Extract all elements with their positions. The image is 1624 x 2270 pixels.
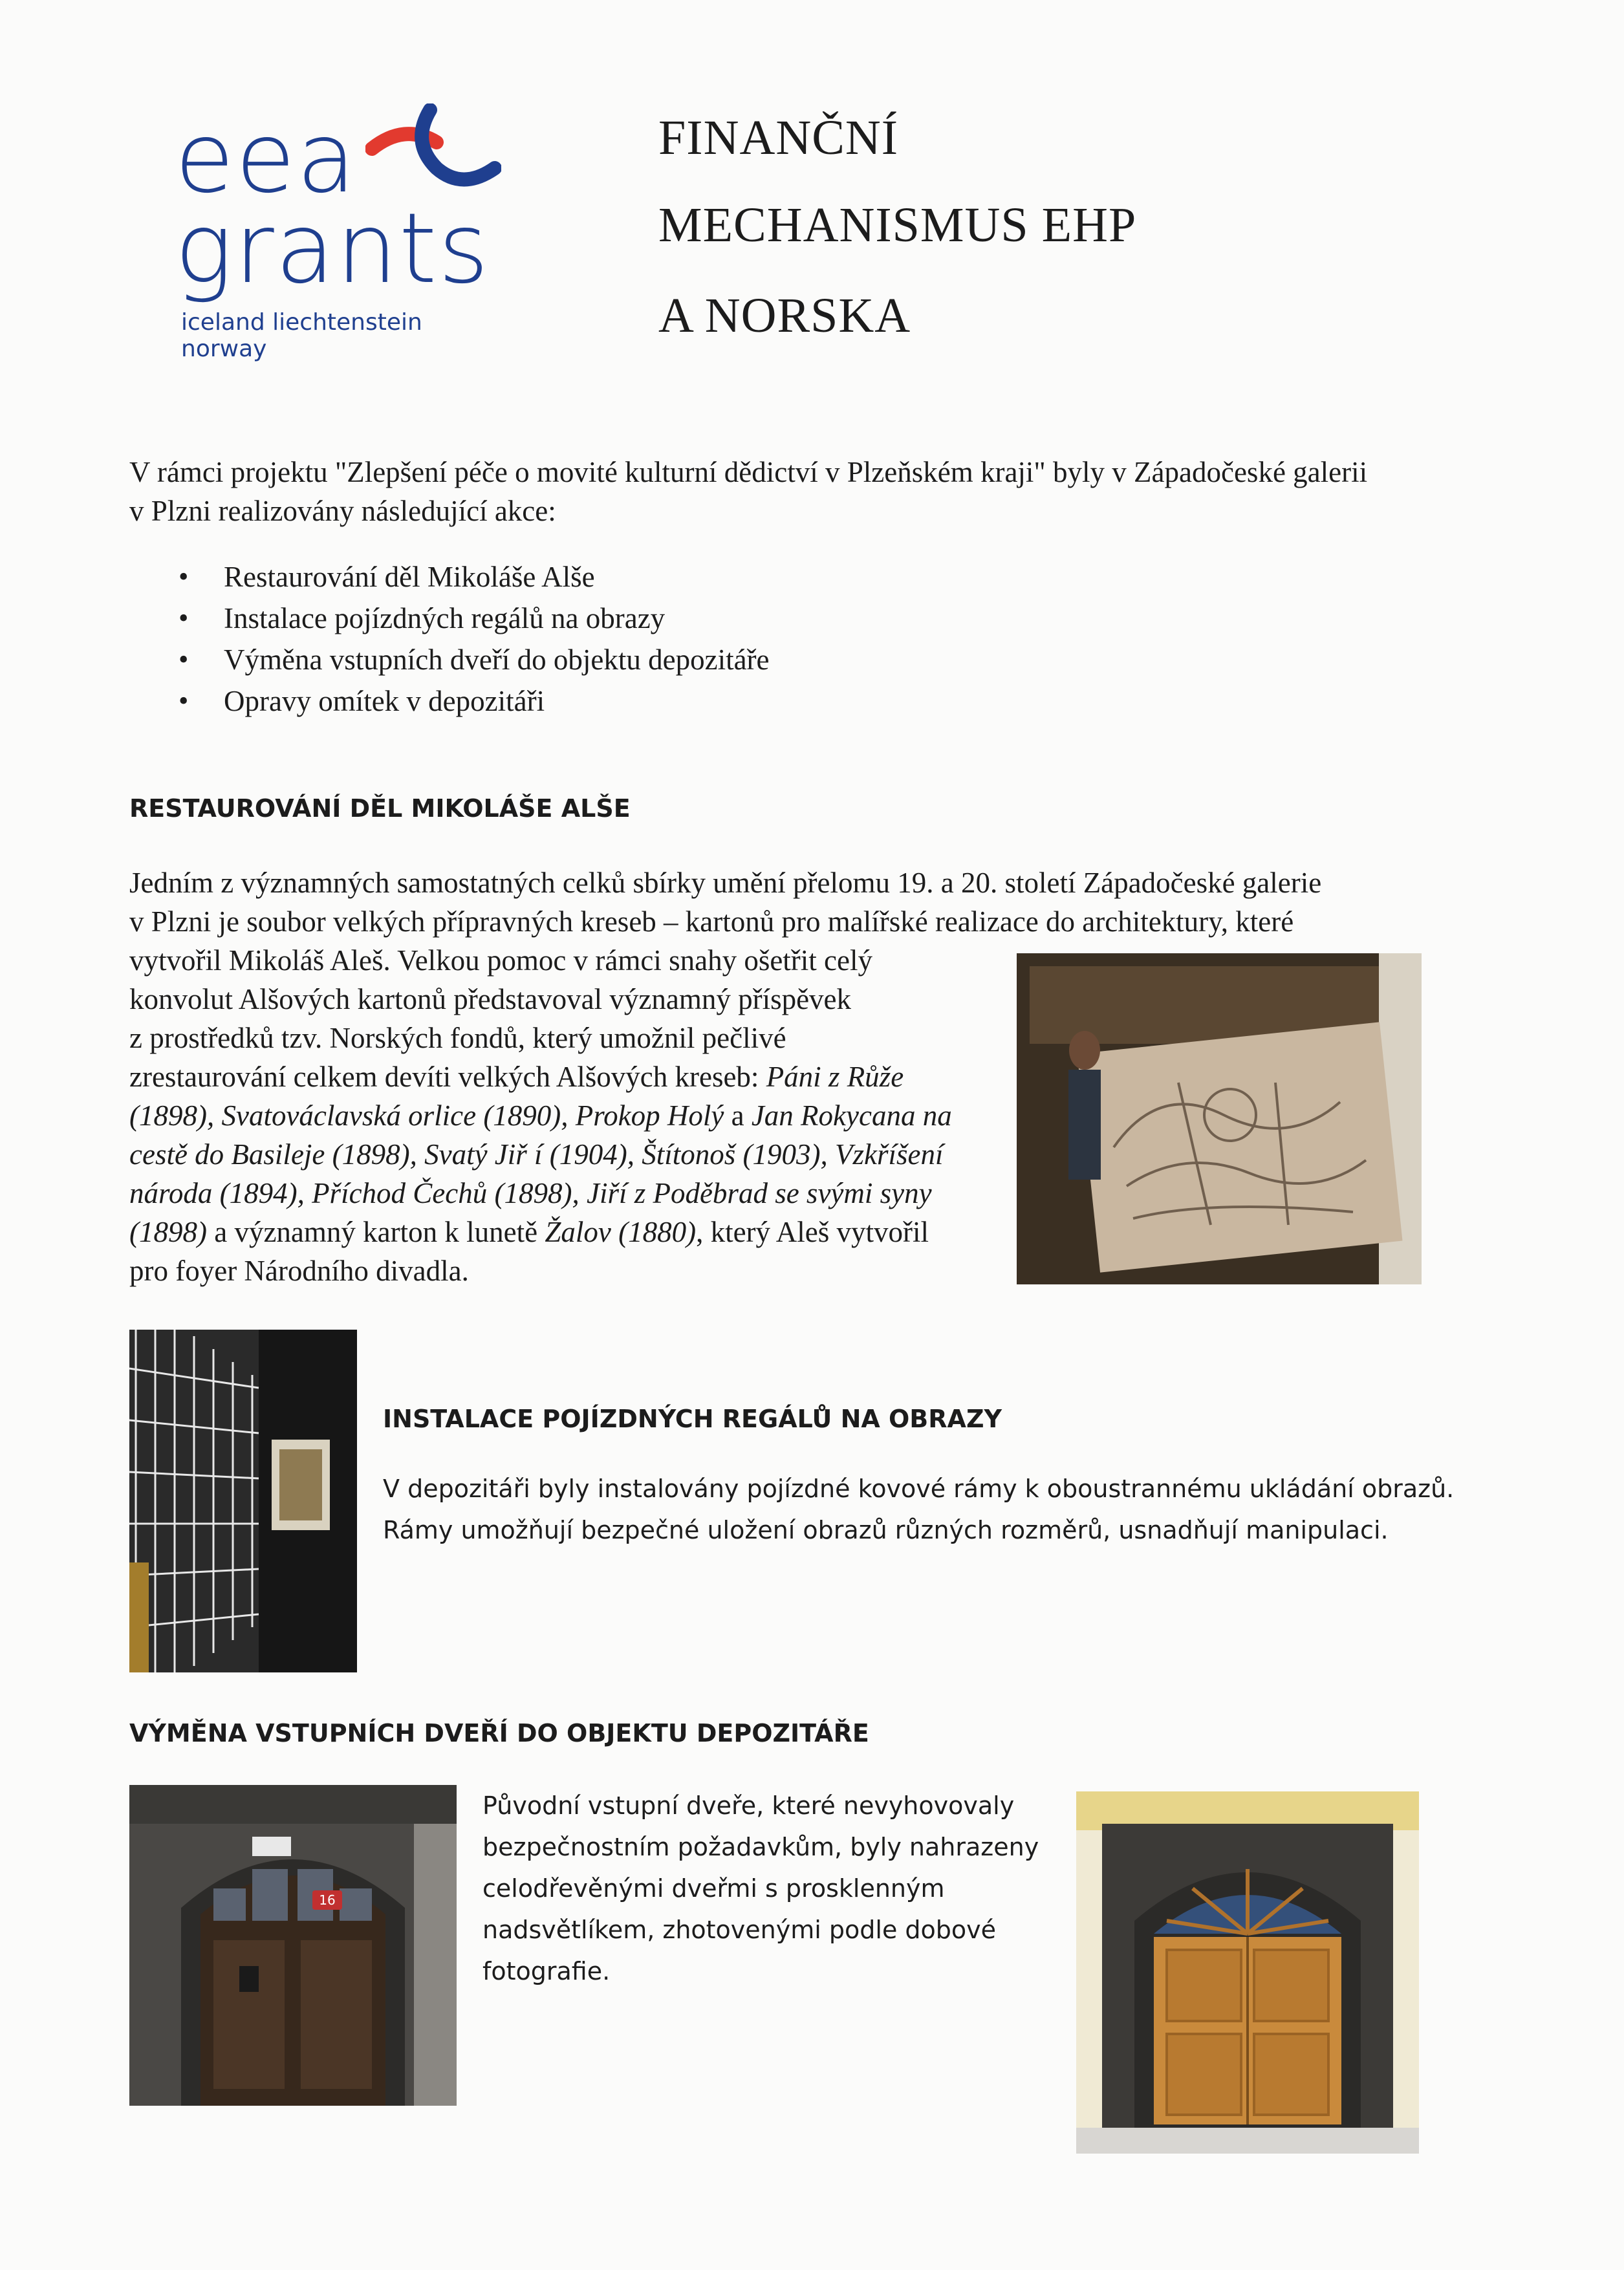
section2-line-1: V depozitáři byly instalovány pojízdné kovové rámy k oboustrannému ukládání obrazů.: [383, 1475, 1455, 1503]
section1-line-10b: a významný karton k lunetě: [206, 1216, 545, 1248]
intro-line-2: v Plzni realizovány následující akce:: [129, 495, 556, 527]
section3-line-4: nadsvětlíkem, zhotovenými podle dobové: [482, 1916, 997, 1944]
section1-line-6b: Páni z Růže: [766, 1061, 904, 1093]
section1-line-2: v Plzni je soubor velkých přípravných kreseb – kartonů pro malířské realizace do architektury, které: [129, 905, 1294, 938]
header-title-line1: FINANČNÍ: [658, 111, 899, 165]
section3-line-3: celodřevěnými dveřmi s prosklenným: [482, 1874, 945, 1903]
logo-text-grants: grants: [175, 193, 490, 305]
photo-old-door: [129, 1785, 457, 2106]
header-title-line3: A NORSKA: [658, 288, 911, 343]
section1-line-6: [129, 1057, 904, 1096]
section3-line-2: bezpečnostním požadavkům, byly nahrazeny: [482, 1833, 1039, 1861]
section1-line-10c: Žalov (1880): [545, 1216, 697, 1248]
photo-new-door: [1076, 1791, 1419, 2154]
intro-line-1: V rámci projektu "Zlepšení péče o movité kulturní dědictví v Plzeňském kraji" byly v Západočeské galerii: [129, 456, 1368, 488]
logo-swoosh-icon: [365, 103, 501, 200]
logo-tagline: iceland liechtenstein norway: [181, 309, 422, 362]
photo-mobile-racks: [129, 1330, 357, 1672]
section1-line-7: [129, 1096, 952, 1135]
eea-grants-logo: [175, 102, 511, 362]
section-heading-racks: INSTALACE POJÍZDNÝCH REGÁLŮ NA OBRAZY: [383, 1405, 1002, 1433]
section3-line-1: Původní vstupní dveře, které nevyhovovaly: [482, 1791, 1015, 1820]
list-item: • Výměna vstupních dveří do objektu depozitáře: [129, 639, 770, 680]
logo-text-eea: eea: [175, 102, 358, 215]
photo-restoration-cartoon: [1017, 953, 1422, 1284]
section1-line-3: vytvořil Mikoláš Aleš. Velkou pomoc v rámci snahy ošetřit celý: [129, 944, 872, 977]
section3-line-5: fotografie.: [482, 1957, 611, 1985]
section1-line-9: národa (1894), Příchod Čechů (1898), Jiří z Poděbrad se svými syny: [129, 1177, 932, 1209]
section1-line-11: pro foyer Národního divadla.: [129, 1255, 469, 1287]
list-item: • Opravy omítek v depozitáři: [129, 680, 770, 722]
section1-line-10d: , který Aleš vytvořil: [696, 1216, 929, 1248]
section1-line-4: konvolut Alšových kartonů představoval významný příspěvek: [129, 983, 852, 1015]
list-item: • Restaurování děl Mikoláše Alše: [129, 556, 770, 598]
list-item: • Instalace pojízdných regálů na obrazy: [129, 598, 770, 639]
section2-line-2: Rámy umožňují bezpečné uložení obrazů různých rozměrů, usnadňují manipulaci.: [383, 1516, 1389, 1544]
section1-line-5: z prostředků tzv. Norských fondů, který umožnil pečlivé: [129, 1022, 786, 1054]
section1-line-7a: (1898), Svatováclavská orlice (1890), Prokop Holý: [129, 1099, 724, 1132]
section1-line-10a: (1898): [129, 1216, 207, 1248]
header-title-line2: MECHANISMUS EHP: [658, 198, 1137, 252]
section1-line-6a: zrestaurování celkem devíti velkých Alšových kreseb:: [129, 1061, 766, 1093]
actions-list: [129, 556, 770, 722]
door-number-plate: 16: [319, 1892, 336, 1908]
section1-line-7b: a: [724, 1099, 752, 1132]
section1-line-10: [129, 1213, 929, 1251]
section1-line-1: Jedním z významných samostatných celků sbírky umění přelomu 19. a 20. století Západočeské galerie: [129, 867, 1322, 899]
section1-line-7c: Jan Rokycana na: [751, 1099, 952, 1132]
section1-line-8: cestě do Basileje (1898), Svatý Jiř í (1904), Štítonoš (1903), Vzkříšení: [129, 1138, 944, 1171]
section-heading-restoration: RESTAUROVÁNÍ DĚL MIKOLÁŠE ALŠE: [129, 794, 631, 823]
section-heading-doors: VÝMĚNA VSTUPNÍCH DVEŘÍ DO OBJEKTU DEPOZITÁŘE: [129, 1719, 869, 1747]
